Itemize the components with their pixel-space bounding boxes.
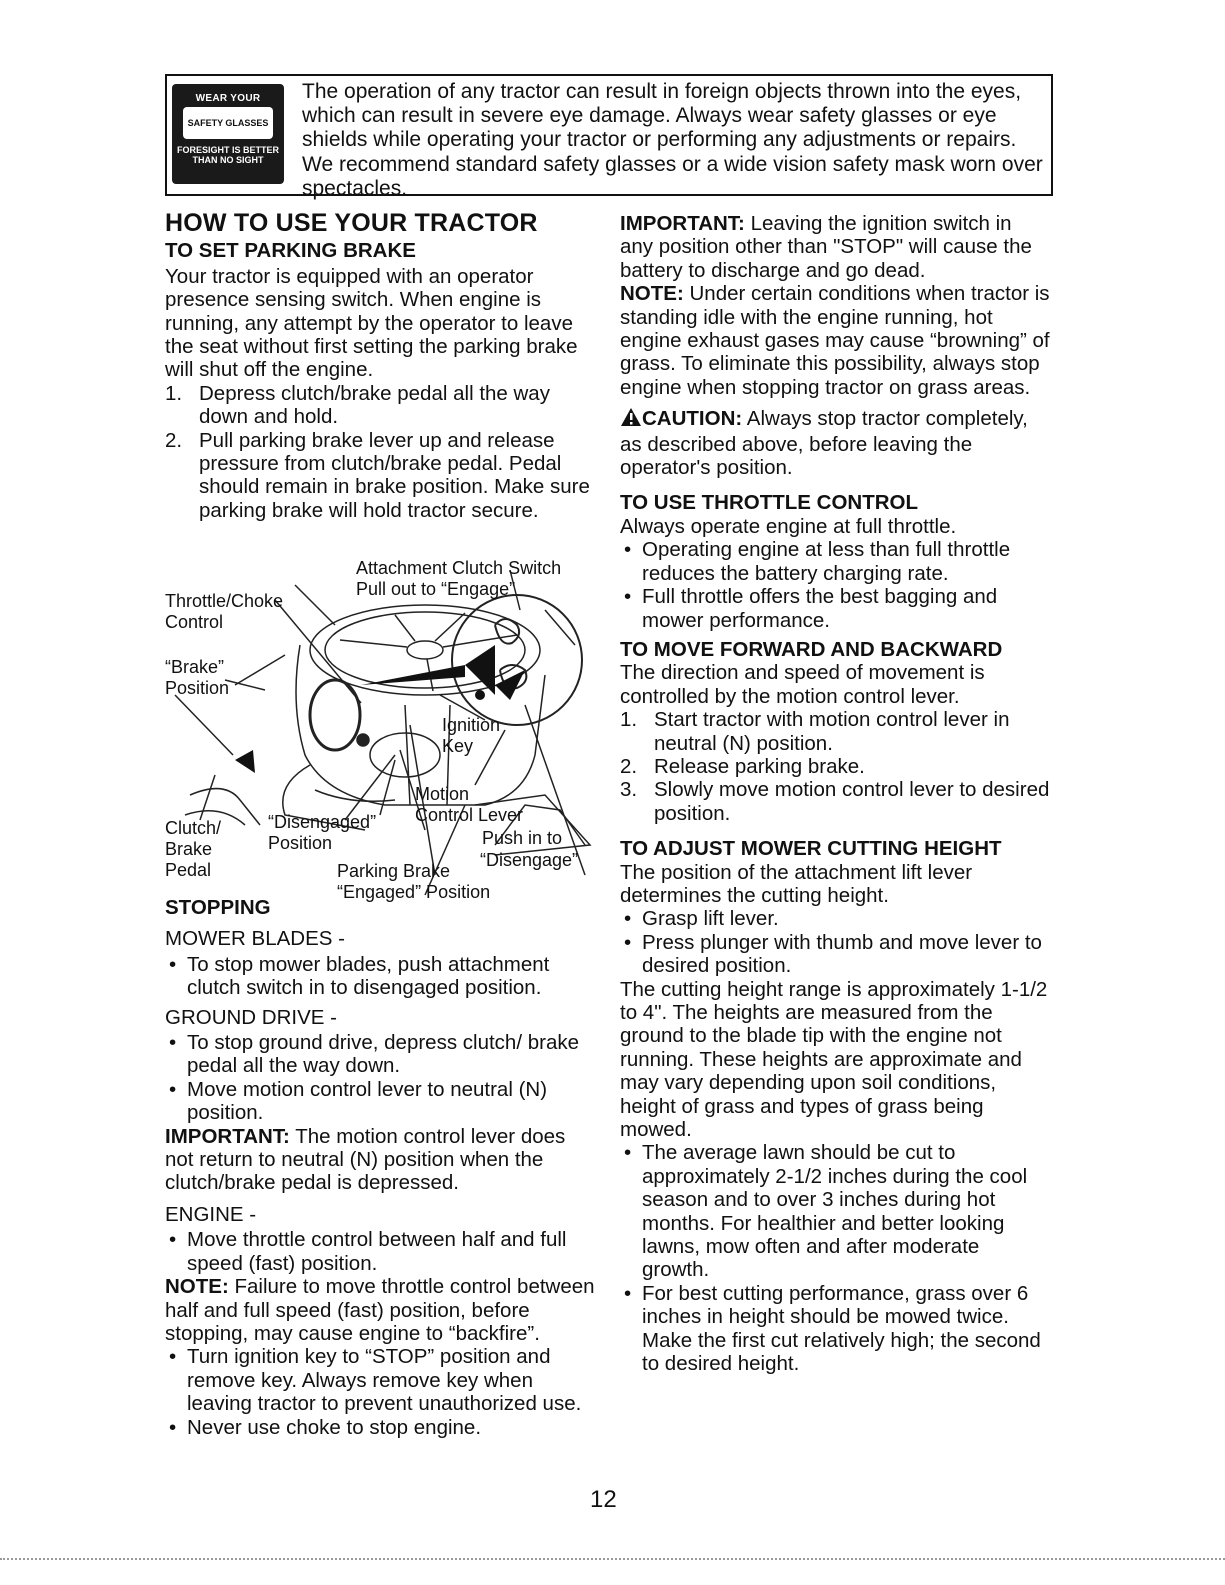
label-parking-brake-1: Parking Brake (337, 861, 451, 881)
move-intro: The direction and speed of movement is controlled by the motion control lever. (620, 661, 985, 708)
badge-top-text: WEAR YOUR (195, 93, 261, 104)
throttle-intro: Always operate engine at full throttle. (620, 514, 957, 538)
stopping-heading: STOPPING (165, 896, 271, 919)
label-ignition-key-2: Key (442, 736, 474, 756)
important-note-left: IMPORTANT: The motion control lever does not return to neutral (N) position when the clutch/brake pedal is depressed. (165, 1124, 566, 1195)
cutting-height-heading: TO ADJUST MOWER CUTTING HEIGHT (620, 837, 1002, 861)
label-clutch-1: Clutch/ (165, 818, 222, 838)
bottom-divider (0, 1558, 1225, 1560)
caution-note: CAUTION: Always stop tractor completely, as described above, before leaving the operator's position. (620, 407, 1028, 480)
parking-step-2: 2. Pull parking brake lever up and release pressure from clutch/brake pedal. Pedal should remain in brake position. Make sure parking brake will hold tractor secure. (165, 428, 590, 522)
glasses-icon (183, 107, 273, 139)
move-step-1: 1. Start tractor with motion control lever in neutral (N) position. (620, 708, 1010, 755)
parking-brake-heading: TO SET PARKING BRAKE (165, 239, 416, 263)
label-parking-brake-2: “Engaged” Position (337, 882, 491, 902)
label-attachment-clutch-1: Attachment Clutch Switch (356, 558, 562, 578)
engine-bullet-2: • Turn ignition key to “STOP” position and remove key. Always remove key when leaving tractor to prevent unauthorized use. (169, 1345, 582, 1416)
move-heading: TO MOVE FORWARD AND BACKWARD (620, 637, 1003, 661)
cutting-intro: The position of the attachment lift lever determines the cutting height. (620, 860, 973, 907)
zoom-circle (452, 595, 582, 725)
parking-step-1: 1. Depress clutch/brake pedal all the way down and hold. (165, 381, 550, 429)
label-clutch-3: Pedal (165, 860, 212, 880)
label-push-in-2: “Disengage” (480, 850, 579, 870)
ground-bullet-2: • Move motion control lever to neutral (N) position. (169, 1077, 548, 1125)
cut-bullet-3: • The average lawn should be cut to approximately 2-1/2 inches during the cool season and to over 3 inches during hot months. For healthier and better looking lawns, mow often and after moderate growth. (624, 1141, 1028, 1282)
page-title: HOW TO USE YOUR TRACTOR (165, 209, 538, 237)
cut-bullet-1: • Grasp lift lever. (624, 907, 779, 931)
ground-bullet-1: • To stop ground drive, depress clutch/ brake pedal all the way down. (169, 1031, 579, 1078)
parking-intro: Your tractor is equipped with an operator presence sensing switch. When engine is running, any attempt by the operator to leave the seat without first setting the parking brake will shut off the engine. (165, 264, 578, 382)
left-column-bottom (165, 896, 595, 1439)
label-motion-control-2: Control Lever (415, 805, 524, 825)
throttle-bullet-1: • Operating engine at less than full throttle reduces the battery charging rate. (624, 538, 1011, 585)
move-step-3: 3. Slowly move motion control lever to desired position. (620, 778, 1050, 825)
label-clutch-2: Brake (165, 839, 213, 859)
cutting-range: The cutting height range is approximately 1-1/2 to 4". The heights are measured from the ground to the blade tip with the engine not running. These heights are approximate and may vary depending upon soil conditions, height of grass and types of grass being mowed. (620, 977, 1048, 1142)
throttle-heading: TO USE THROTTLE CONTROL (620, 491, 919, 515)
mower-blades-heading: MOWER BLADES - (165, 927, 345, 951)
cut-bullet-2: • Press plunger with thumb and move lever to desired position. (624, 930, 1042, 978)
right-column (620, 212, 1050, 1376)
important-note-right: IMPORTANT: Leaving the ignition switch in any position other than "STOP" will cause the battery to discharge and go dead. (620, 212, 1032, 282)
label-disengaged-1: “Disengaged” (268, 812, 377, 832)
safety-glasses-badge (172, 84, 284, 184)
label-ignition-key-1: Ignition (442, 715, 501, 735)
badge-mid-text: SAFETY GLASSES (187, 118, 269, 128)
engine-bullet-1: • Move throttle control between half and full speed (fast) position. (169, 1228, 567, 1275)
label-throttle-choke-2: Control (165, 612, 224, 632)
safety-warning-text: The operation of any tractor can result in foreign objects thrown into the eyes, which can result in severe eye damage. Always wear safety glasses or eye shields while operating your tractor or performing any adjustments or repairs. We recommend standard safety glasses or a wide vision safety mask worn over spectacles. (302, 80, 1043, 200)
label-disengaged-2: Position (268, 833, 333, 853)
blades-bullet-1: • To stop mower blades, push attachment clutch switch in to disengaged position. (169, 952, 550, 1000)
engine-heading: ENGINE - (165, 1202, 257, 1226)
move-step-2: 2. Release parking brake. (620, 754, 865, 778)
engine-bullet-3: • Never use choke to stop engine. (169, 1415, 482, 1439)
ground-drive-heading: GROUND DRIVE - (165, 1005, 337, 1029)
warning-triangle-icon (620, 407, 642, 432)
note-left: NOTE: Failure to move throttle control between half and full speed (fast) position, before stopping, may cause engine to “backfire”. (165, 1275, 595, 1345)
badge-bottom-text-1: FORESIGHT IS BETTER (176, 145, 279, 155)
page-number: 12 (590, 1486, 617, 1513)
label-brake-position-2: Position (165, 678, 230, 698)
left-column-top (165, 209, 595, 522)
label-brake-position-1: “Brake” (165, 657, 225, 677)
badge-bottom-text-2: THAN NO SIGHT (192, 155, 264, 165)
throttle-bullet-2: • Full throttle offers the best bagging and mower performance. (624, 585, 998, 632)
label-push-in-1: Push in to (482, 828, 563, 848)
label-attachment-clutch-2: Pull out to “Engage” (356, 579, 516, 599)
label-motion-control-1: Motion (415, 784, 470, 804)
note-right: NOTE: Under certain conditions when tractor is standing idle with the engine running, hot engine exhaust gases may cause “browning” of grass. To eliminate this possibility, always stop engine when stopping tractor on grass areas. (620, 282, 1050, 399)
cut-bullet-4: • For best cutting performance, grass over 6 inches in height should be mowed twice. Make the first cut relatively high; the second to desired height. (624, 1281, 1041, 1376)
label-throttle-choke-1: Throttle/Choke (165, 591, 284, 611)
